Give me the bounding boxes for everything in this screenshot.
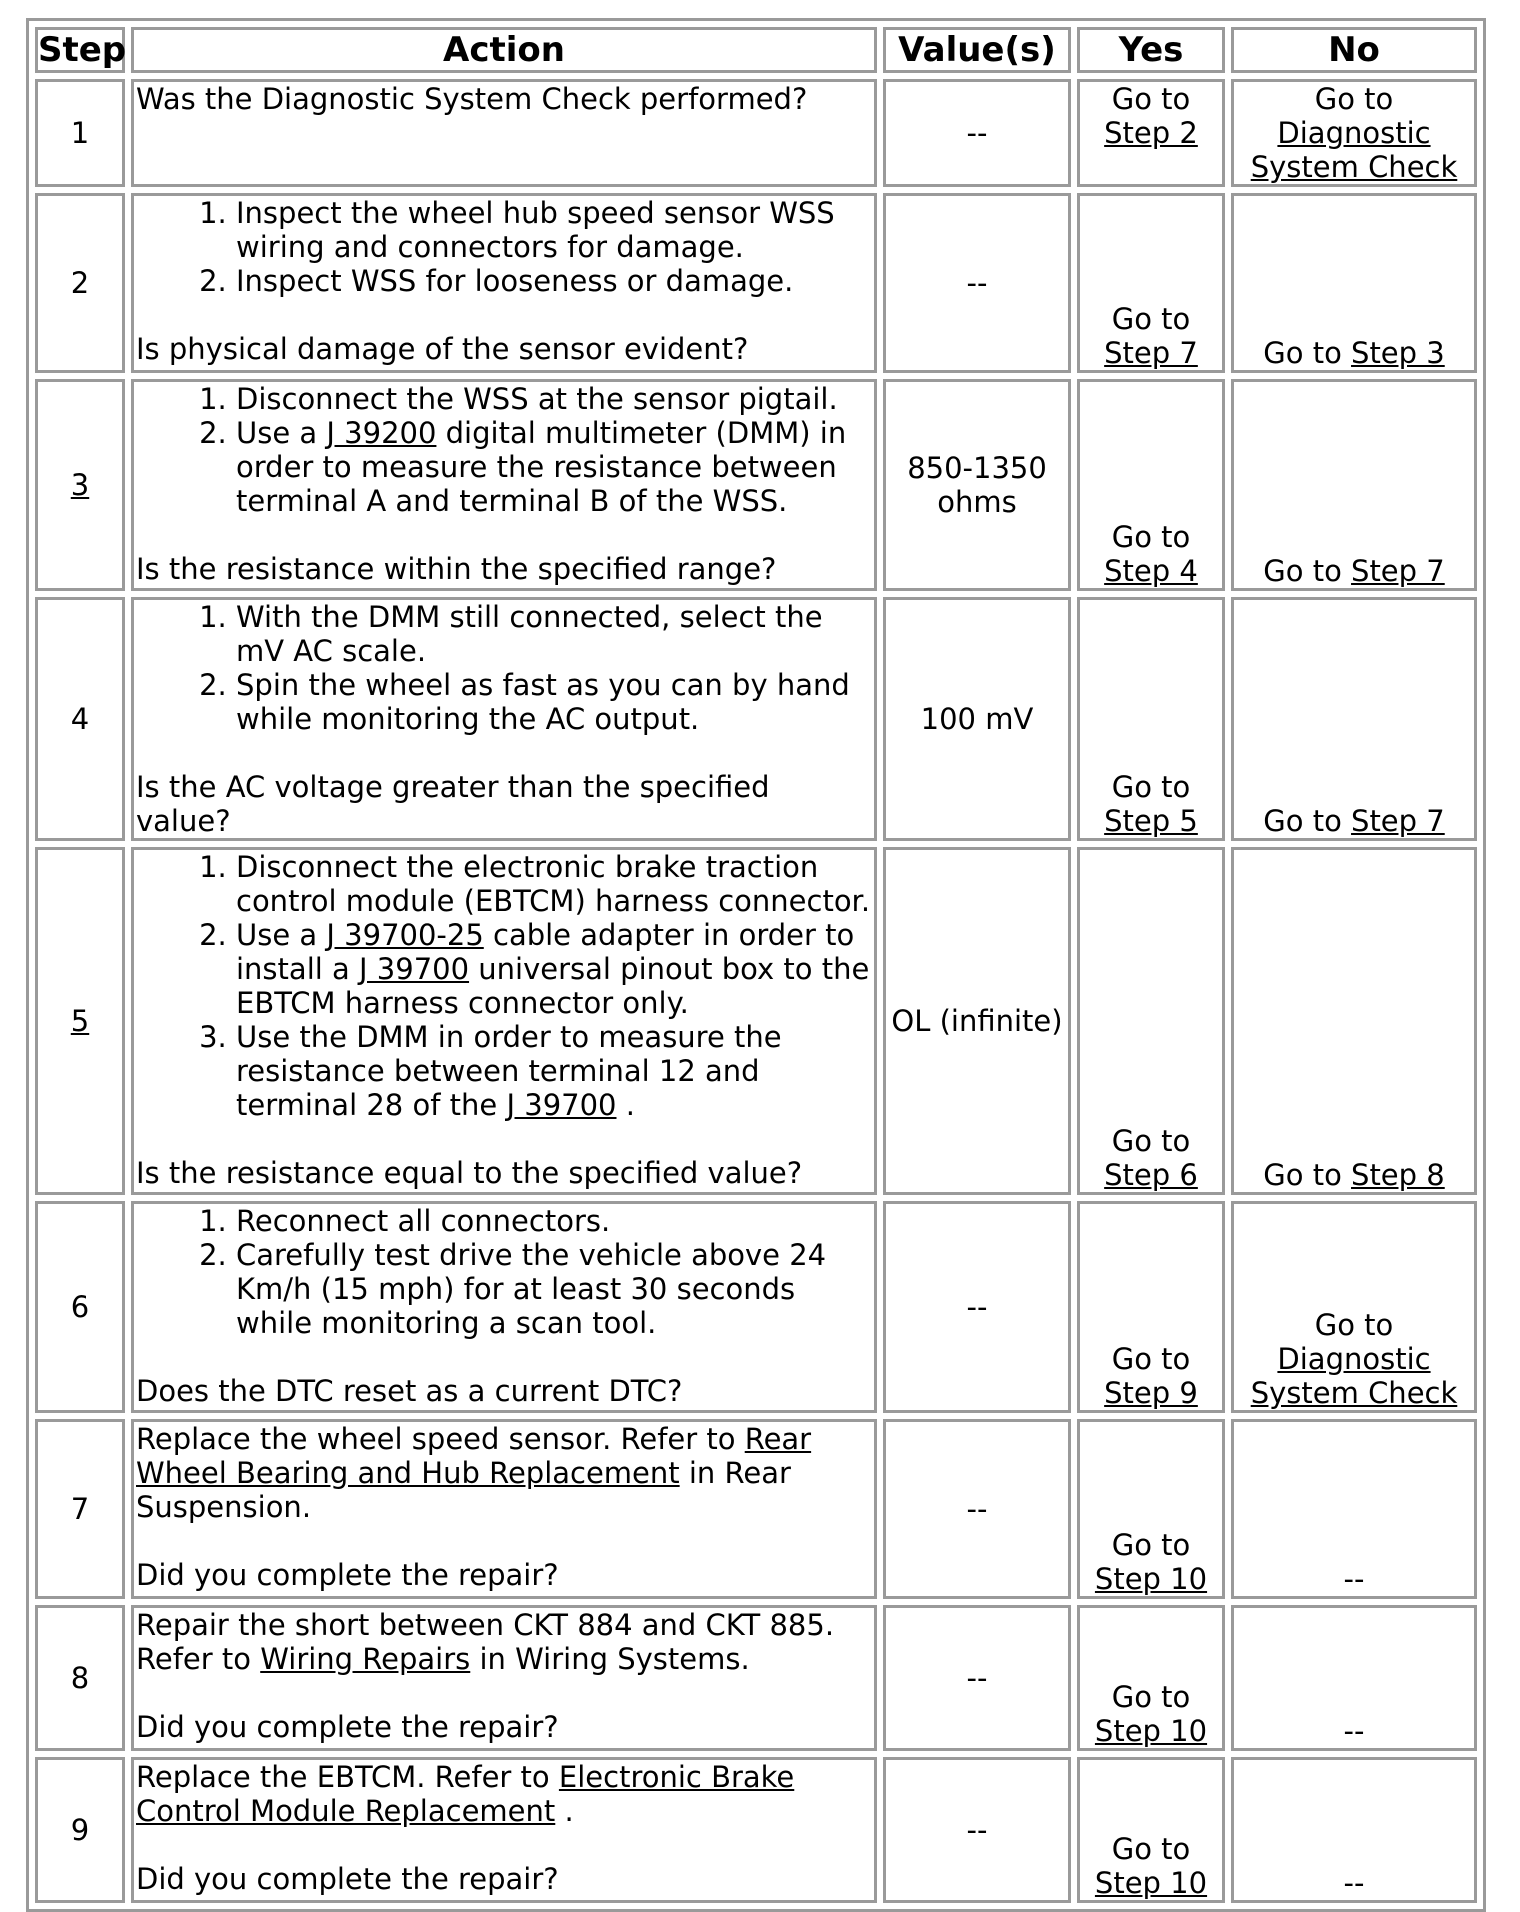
action-cell [131,79,877,187]
action-list [136,196,872,298]
step-number: 6 [35,1201,125,1413]
no-cell [1231,1201,1477,1413]
table-row [35,193,1477,373]
no-prefix: Go to [1314,82,1394,116]
step-link[interactable]: 3 [70,468,90,502]
action-question: Does the DTC reset as a current DTC? [136,1374,683,1408]
yes-step-link[interactable]: Step 5 [1104,804,1198,838]
no-step-link[interactable]: Step 3 [1351,336,1445,370]
step-number [35,847,125,1195]
action-list [136,382,872,518]
action-item: 1. Disconnect the WSS at the sensor pigtail. [236,382,872,416]
yes-cell [1077,1757,1225,1903]
action-item [236,1020,872,1122]
procedure-link[interactable]: Wiring Repairs [260,1642,471,1676]
action-item: 2. Carefully test drive the vehicle above 24 Km/h (15 mph) for at least 30 seconds while monitoring a scan tool. [236,1238,872,1340]
no-cell [1231,379,1477,591]
action-item: 1. With the DMM still connected, select the mV AC scale. [236,600,872,668]
action-item: 1. Reconnect all connectors. [236,1204,872,1238]
item-text: Use the DMM in order to measure the resistance between terminal 12 and terminal 28 of the [236,1020,782,1122]
no-step-link[interactable]: Diagnostic System Check [1250,116,1458,184]
value-cell: -- [883,1605,1071,1751]
step-link[interactable]: 5 [70,1004,90,1038]
item-text: Use a [236,918,318,952]
yes-step-link[interactable]: Step 7 [1104,336,1198,370]
action-question: Was the Diagnostic System Check performed? [136,82,808,116]
step-number: 9 [35,1757,125,1903]
tool-link[interactable]: J 39700 [506,1088,617,1122]
header-row [35,27,1477,73]
table-row [35,1201,1477,1413]
header-no: No [1231,27,1477,73]
action-cell [131,847,877,1195]
no-cell: -- [1231,1419,1477,1599]
value-cell: OL (infinite) [883,847,1071,1195]
action-text: in Wiring Systems. [479,1642,750,1676]
action-cell [131,1605,877,1751]
yes-prefix: Go to [1111,1528,1191,1562]
no-prefix: Go to [1263,804,1342,838]
yes-prefix: Go to [1111,1342,1191,1376]
yes-prefix: Go to [1111,1124,1191,1158]
no-step-link[interactable]: Step 8 [1351,1158,1445,1192]
table-row [35,1419,1477,1599]
table-row [35,1605,1477,1751]
action-item: 2. Spin the wheel as fast as you can by hand while monitoring the AC output. [236,668,872,736]
procedure-link[interactable]: Rear Wheel Bearing and Hub Replacement [136,1422,812,1490]
action-cell [131,597,877,841]
action-question: Did you complete the repair? [136,1558,559,1592]
procedure-link[interactable]: Electronic Brake Control Module Replacement [136,1760,795,1828]
yes-cell [1077,1605,1225,1751]
no-cell: -- [1231,1757,1477,1903]
yes-step-link[interactable]: Step 10 [1094,1562,1208,1596]
item-text: cable adapter in order to install a [236,918,855,986]
action-cell [131,1757,877,1903]
action-question: Is the AC voltage greater than the specified value? [136,770,770,838]
no-step-link[interactable]: Diagnostic System Check [1250,1342,1458,1410]
header-step: Step [35,27,125,73]
step-number [35,379,125,591]
yes-cell [1077,193,1225,373]
action-question: Is the resistance equal to the specified value? [136,1156,803,1190]
no-cell [1231,847,1477,1195]
action-text: Repair the short between CKT 884 and CKT 885. Refer to [136,1608,835,1676]
no-prefix: Go to [1263,336,1342,370]
value-text: 850-1350 ohms [907,451,1047,519]
yes-prefix: Go to [1111,302,1191,336]
table-row [35,79,1477,187]
yes-cell [1077,1419,1225,1599]
yes-cell [1077,597,1225,841]
yes-step-link[interactable]: Step 2 [1104,116,1198,150]
action-question: Did you complete the repair? [136,1710,559,1744]
action-cell [131,379,877,591]
value-cell: 100 mV [883,597,1071,841]
yes-step-link[interactable]: Step 10 [1094,1866,1208,1900]
value-cell: -- [883,79,1071,187]
action-list [136,600,872,736]
item-text: . [625,1088,635,1122]
action-text: Replace the EBTCM. Refer to [136,1760,550,1794]
value-cell: -- [883,1201,1071,1413]
action-cell [131,1419,877,1599]
header-action: Action [131,27,877,73]
table-row [35,597,1477,841]
action-list [136,1204,872,1340]
no-prefix: Go to [1263,554,1342,588]
action-text: . [564,1794,574,1828]
yes-prefix: Go to [1111,1680,1191,1714]
yes-cell [1077,79,1225,187]
action-text: Replace the wheel speed sensor. Refer to [136,1422,736,1456]
no-cell: -- [1231,1605,1477,1751]
no-prefix: Go to [1314,1308,1394,1342]
item-text: digital multimeter (DMM) in order to measure the resistance between terminal A and terminal B of the WSS. [236,416,847,518]
header-values: Value(s) [883,27,1071,73]
step-number: 4 [35,597,125,841]
action-cell [131,193,877,373]
action-item: 1. Inspect the wheel hub speed sensor WSS wiring and connectors for damage. [236,196,872,264]
tool-link[interactable]: J 39200 [326,416,437,450]
action-item [236,416,872,518]
yes-prefix: Go to [1111,520,1191,554]
action-cell [131,1201,877,1413]
no-step-link[interactable]: Step 7 [1351,554,1445,588]
action-question: Is physical damage of the sensor evident? [136,332,749,366]
yes-cell [1077,379,1225,591]
action-item [236,918,872,1020]
item-text: Use a [236,416,318,450]
yes-prefix: Go to [1111,82,1191,116]
item-text: universal pinout box to the EBTCM harness connector only. [236,952,870,1020]
table-row [35,379,1477,591]
yes-step-link[interactable]: Step 4 [1104,554,1198,588]
no-cell [1231,193,1477,373]
table-row [35,847,1477,1195]
yes-step-link[interactable]: Step 10 [1094,1714,1208,1748]
yes-prefix: Go to [1111,1832,1191,1866]
action-item: 2. Inspect WSS for looseness or damage. [236,264,872,298]
no-cell [1231,597,1477,841]
yes-cell [1077,847,1225,1195]
yes-prefix: Go to [1111,770,1191,804]
diagnostic-table [26,18,1486,1912]
yes-step-link[interactable]: Step 6 [1104,1158,1198,1192]
value-cell: -- [883,193,1071,373]
yes-cell [1077,1201,1225,1413]
no-cell [1231,79,1477,187]
yes-step-link[interactable]: Step 9 [1104,1376,1198,1410]
tool-link[interactable]: J 39700 [359,952,470,986]
step-number: 2 [35,193,125,373]
action-text: in Rear Suspension. [136,1456,791,1524]
step-number: 8 [35,1605,125,1751]
table-row [35,1757,1477,1903]
header-yes: Yes [1077,27,1225,73]
value-cell: -- [883,1419,1071,1599]
action-question: Did you complete the repair? [136,1862,559,1896]
step-number: 1 [35,79,125,187]
tool-link[interactable]: J 39700-25 [326,918,484,952]
value-cell: -- [883,1757,1071,1903]
action-list [136,850,872,1122]
no-prefix: Go to [1263,1158,1342,1192]
action-item: 1. Disconnect the electronic brake traction control module (EBTCM) harness connector. [236,850,872,918]
no-step-link[interactable]: Step 7 [1351,804,1445,838]
value-cell [883,379,1071,591]
action-question: Is the resistance within the specified range? [136,552,777,586]
step-number: 7 [35,1419,125,1599]
